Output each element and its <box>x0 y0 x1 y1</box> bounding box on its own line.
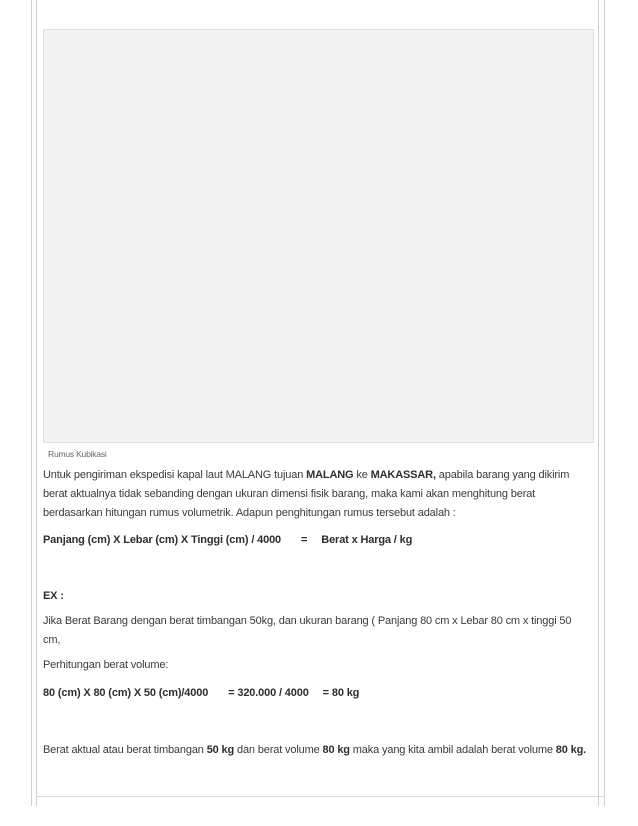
example-sentence: Jika Berat Barang dengan berat timbangan 50kg, dan ukuran barang ( Panjang 80 cm x Lebar 80 cm x tinggi 50 cm, <box>43 615 572 646</box>
left-border-line-outer <box>31 0 32 806</box>
left-border-line-inner <box>36 0 37 806</box>
conclusion-paragraph: Berat aktual atau berat timbangan 50 kg dan berat volume 80 kg maka yang kita ambil adalah berat volume 80 kg. <box>43 744 587 756</box>
origin-city: MALANG <box>306 469 354 481</box>
bottom-divider <box>36 796 605 797</box>
intro-paragraph: Untuk pengiriman ekspedisi kapal laut MALANG tujuan MALANG ke MAKASSAR, apabila barang yang dikirim berat aktualnya tidak sebanding dengan ukuran dimensi fisik barang, maka kami akan menghitung berat berdasarkan hitungan rumus volumetrik. Adapun penghitungan rumus tersebut adalah : <box>43 469 570 519</box>
right-border-line-outer <box>604 0 605 806</box>
volumetric-formula: Panjang (cm) X Lebar (cm) X Tinggi (cm) / 4000 = Berat x Harga / kg <box>43 534 413 546</box>
right-border-line-inner <box>598 0 599 806</box>
example-heading: EX : <box>43 590 64 602</box>
article-body <box>43 466 588 760</box>
destination-city: MAKASSAR, <box>370 469 436 481</box>
example-calculation: 80 (cm) X 80 (cm) X 50 (cm)/4000 = 320.000 / 4000 = 80 kg <box>43 687 360 699</box>
image-caption: Rumus Kubikasi <box>48 449 107 459</box>
volume-label: Perhitungan berat volume: <box>43 659 169 671</box>
image-placeholder <box>43 29 594 443</box>
